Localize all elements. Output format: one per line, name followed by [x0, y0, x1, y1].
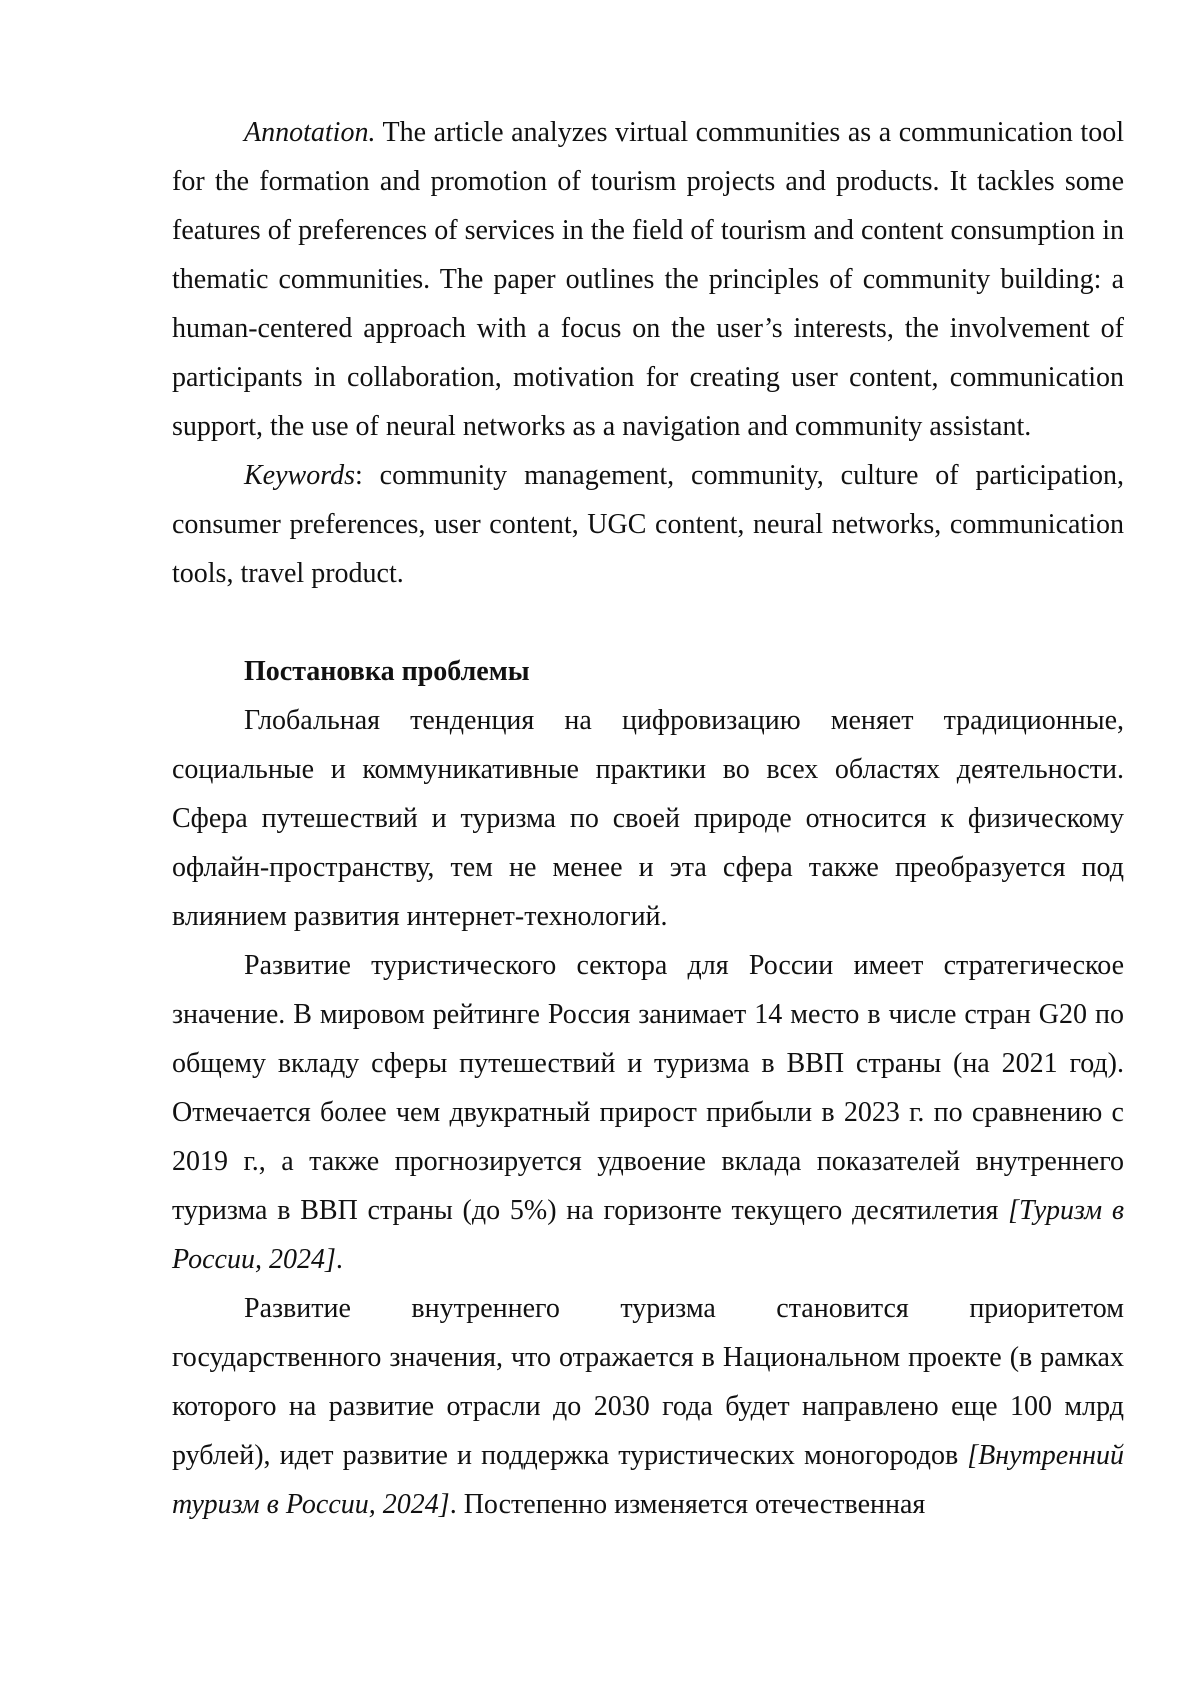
body-paragraph-2-end: . — [335, 1244, 343, 1275]
citation-tourism-russia: [Туризм в России, 2024] — [172, 1195, 1124, 1275]
body-paragraph-3 — [172, 1284, 1124, 1529]
body-paragraph-1-text: Глобальная тенденция на цифровизацию меняет традиционные, социальные и коммуникативные практики во всех областях деятельности. Сфера путешествий и туризма по своей природе относится к физическому офлайн-пространству, тем не менее и эта сфера также преобразуется под влиянием развития интернет-технологий. — [172, 705, 1124, 932]
section-heading: Постановка проблемы — [244, 656, 530, 687]
paper-page — [172, 108, 1124, 1529]
body-paragraph-3-end: . Постепенно изменяется отечественная — [449, 1489, 926, 1520]
body-paragraph-3-text: Развитие внутреннего туризма становится приоритетом государственного значения, что отражается в Национальном проекте (в рамках которого на развитие отрасли до 2030 года будет направлено еще 100 млрд рублей), идет развитие и поддержка туристических моногородов — [172, 1293, 1124, 1471]
annotation-label: Annotation. — [244, 117, 376, 148]
body-paragraph-2 — [172, 941, 1124, 1284]
keywords-paragraph — [172, 451, 1124, 598]
body-paragraph-2-text: Развитие туристического сектора для России имеет стратегическое значение. В мировом рейтинге Россия занимает 14 место в числе стран G20 по общему вкладу сферы путешествий и туризма в ВВП страны (на 2021 год). Отмечается более чем двукратный прирост прибыли в 2023 г. по сравнению с 2019 г., а также прогнозируется удвоение вклада показателей внутреннего туризма в ВВП страны (до 5%) на горизонте текущего десятилетия — [172, 950, 1124, 1226]
body-paragraph-1 — [172, 696, 1124, 941]
section-spacer — [172, 598, 1124, 647]
annotation-paragraph — [172, 108, 1124, 451]
keywords-label: Keywords — [244, 460, 355, 491]
annotation-text: The article analyzes virtual communities as a communication tool for the formation and promotion of tourism projects and products. It tackles some features of preferences of services in the field of tourism and content consumption in thematic communities. The paper outlines the principles of community building: a human-centered approach with a focus on the user’s interests, the involvement of participants in collaboration, motivation for creating user content, communication support, the use of neural networks as a navigation and community assistant. — [172, 117, 1124, 442]
keywords-text: : community management, community, culture of participation, consumer preferences, user content, UGC content, neural networks, communication tools, travel product. — [172, 460, 1124, 589]
citation-domestic-tourism: [Внутренний туризм в России, 2024] — [172, 1440, 1124, 1520]
